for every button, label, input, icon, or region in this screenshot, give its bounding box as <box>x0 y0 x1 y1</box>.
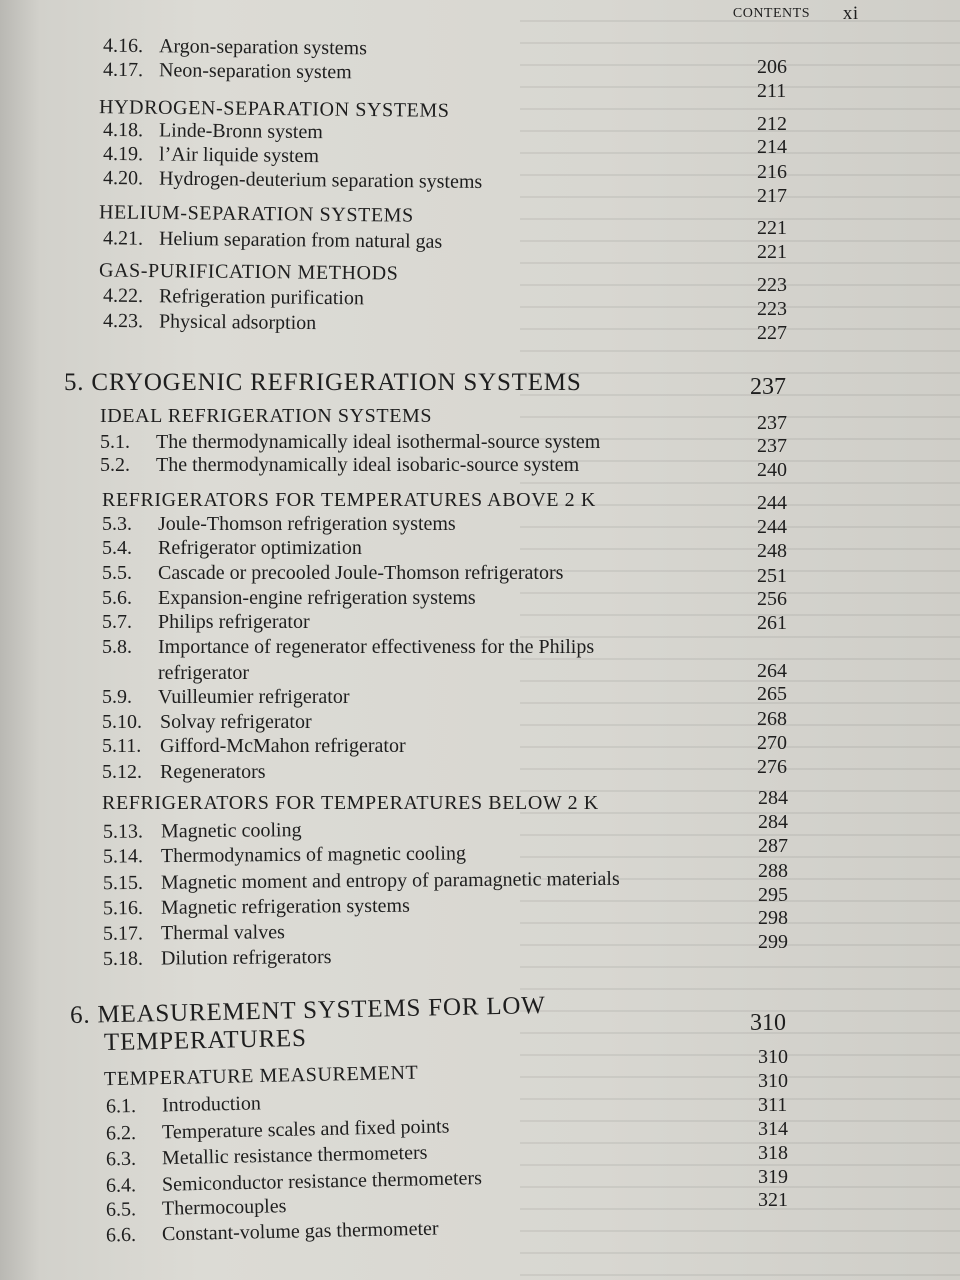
page-number: 237 <box>750 374 786 400</box>
page-folio: xi <box>842 3 859 24</box>
toc-entry: 5.17. Thermal valves <box>102 921 285 945</box>
toc-section-heading: IDEAL REFRIGERATION SYSTEMS <box>100 405 433 427</box>
page-number: 261 <box>757 612 787 634</box>
page-number: 217 <box>757 185 787 207</box>
page-number: 265 <box>757 683 787 705</box>
toc-section-heading: TEMPERATURE MEASUREMENT <box>103 1061 419 1091</box>
page-number: 223 <box>757 298 787 320</box>
toc-entry: 6.1. Introduction <box>105 1092 262 1118</box>
toc-entry: 5.1. The thermodynamically ideal isothermal-source system <box>100 431 601 453</box>
toc-entry: 5.10. Solvay refrigerator <box>102 711 312 733</box>
toc-entry: 6.4. Semiconductor resistance thermometers <box>105 1167 483 1197</box>
page-number: 318 <box>758 1142 788 1164</box>
page-number: 310 <box>750 1010 786 1036</box>
page-number: 227 <box>757 322 787 344</box>
toc-entry: 5.3. Joule-Thomson refrigeration systems <box>102 513 456 535</box>
page-number: 237 <box>757 412 787 434</box>
toc-section-heading: GAS-PURIFICATION METHODS <box>98 259 399 285</box>
toc-entry: 5.4. Refrigerator optimization <box>102 537 362 559</box>
toc-entry: 5.13. Magnetic cooling <box>102 819 302 843</box>
page-number: 288 <box>758 860 788 882</box>
toc-entry: 5.18. Dilution refrigerators <box>102 946 332 970</box>
page-number: 212 <box>757 113 787 135</box>
toc-entry: 4.23. Physical adsorption <box>102 309 317 335</box>
page-number: 314 <box>758 1118 788 1140</box>
page-number: 321 <box>758 1189 788 1211</box>
page-number: 310 <box>758 1046 788 1068</box>
page-number: 221 <box>757 217 787 239</box>
page-number: 244 <box>757 492 787 514</box>
page-number: 237 <box>757 435 787 457</box>
page-number: 319 <box>758 1166 788 1188</box>
page-number: 287 <box>758 835 788 857</box>
toc-entry: 5.2. The thermodynamically ideal isobaric-source system <box>100 454 580 476</box>
toc-section-heading: HYDROGEN-SEPARATION SYSTEMS <box>98 96 450 122</box>
page-number: 264 <box>757 660 787 682</box>
page-number: 276 <box>757 756 787 778</box>
toc-entry: 5.7. Philips refrigerator <box>102 611 310 633</box>
page-number: 299 <box>758 931 788 953</box>
page-number: 256 <box>757 588 787 610</box>
toc-section-heading: REFRIGERATORS FOR TEMPERATURES ABOVE 2 K <box>102 489 596 511</box>
page-number: 284 <box>758 811 788 833</box>
page-number: 310 <box>758 1070 788 1092</box>
toc-entry: 5.5. Cascade or precooled Joule-Thomson refrigerators <box>102 562 564 584</box>
toc-entry: 6.3. Metallic resistance thermometers <box>105 1141 428 1171</box>
page-number: 211 <box>757 80 787 102</box>
toc-section-heading: REFRIGERATORS FOR TEMPERATURES BELOW 2 K <box>102 792 599 814</box>
toc-chapter-heading: 5. CRYOGENIC REFRIGERATION SYSTEMS <box>64 369 582 396</box>
page-number: 216 <box>757 161 787 183</box>
toc-entry: 6.5. Thermocouples <box>105 1195 287 1221</box>
page-number: 284 <box>758 787 788 809</box>
toc-entry: 6.6. Constant-volume gas thermometer <box>105 1217 439 1247</box>
toc-entry: 5.11. Gifford-McMahon refrigerator <box>102 735 406 757</box>
page-number: 295 <box>758 884 788 906</box>
page-number: 221 <box>757 241 787 263</box>
toc-entry: 5.14. Thermodynamics of magnetic cooling <box>102 842 467 868</box>
toc-entry: 4.18. Linde-Bronn system <box>102 118 323 144</box>
page-number: 206 <box>757 56 787 78</box>
page-number: 268 <box>757 708 787 730</box>
toc-chapter-heading: 6. MEASUREMENT SYSTEMS FOR LOW <box>69 992 546 1029</box>
page-number: 240 <box>757 459 787 481</box>
toc-entry: 4.22. Refrigeration purification <box>102 284 365 310</box>
toc-section-heading: HELIUM-SEPARATION SYSTEMS <box>98 201 414 227</box>
page-number: 248 <box>757 540 787 562</box>
toc-entry-continuation: refrigerator <box>158 662 250 684</box>
toc-chapter-heading-continuation: TEMPERATURES <box>103 1024 307 1057</box>
page-number: 214 <box>757 136 787 158</box>
running-head-label: CONTENTS <box>732 6 810 21</box>
page-number: 251 <box>757 565 787 587</box>
toc-entry: 5.6. Expansion-engine refrigeration systems <box>102 587 476 609</box>
toc-entry: 5.12. Regenerators <box>102 761 266 783</box>
toc-entry: 4.20. Hydrogen-deuterium separation systems <box>102 167 483 193</box>
toc-entry: 4.17. Neon-separation system <box>102 58 352 84</box>
page-number: 244 <box>757 516 787 538</box>
toc-entry: 4.21. Helium separation from natural gas <box>102 227 443 253</box>
page-number: 298 <box>758 907 788 929</box>
toc-entry: 5.9. Vuilleumier refrigerator <box>102 686 350 708</box>
page-number: 311 <box>758 1094 788 1116</box>
page-number: 270 <box>757 732 787 754</box>
running-head <box>732 3 859 24</box>
page-number: 223 <box>757 274 787 296</box>
toc-entry: 4.19. l’Air liquide system <box>102 142 320 168</box>
toc-entry: 4.16. Argon-separation systems <box>102 34 368 60</box>
toc-entry: 5.15. Magnetic moment and entropy of paramagnetic materials <box>102 867 620 895</box>
toc-entry: 5.16. Magnetic refrigeration systems <box>102 894 410 920</box>
toc-entry: 6.2. Temperature scales and fixed points <box>105 1115 450 1145</box>
toc-entry: 5.8. Importance of regenerator effectiveness for the Philips <box>102 636 595 658</box>
